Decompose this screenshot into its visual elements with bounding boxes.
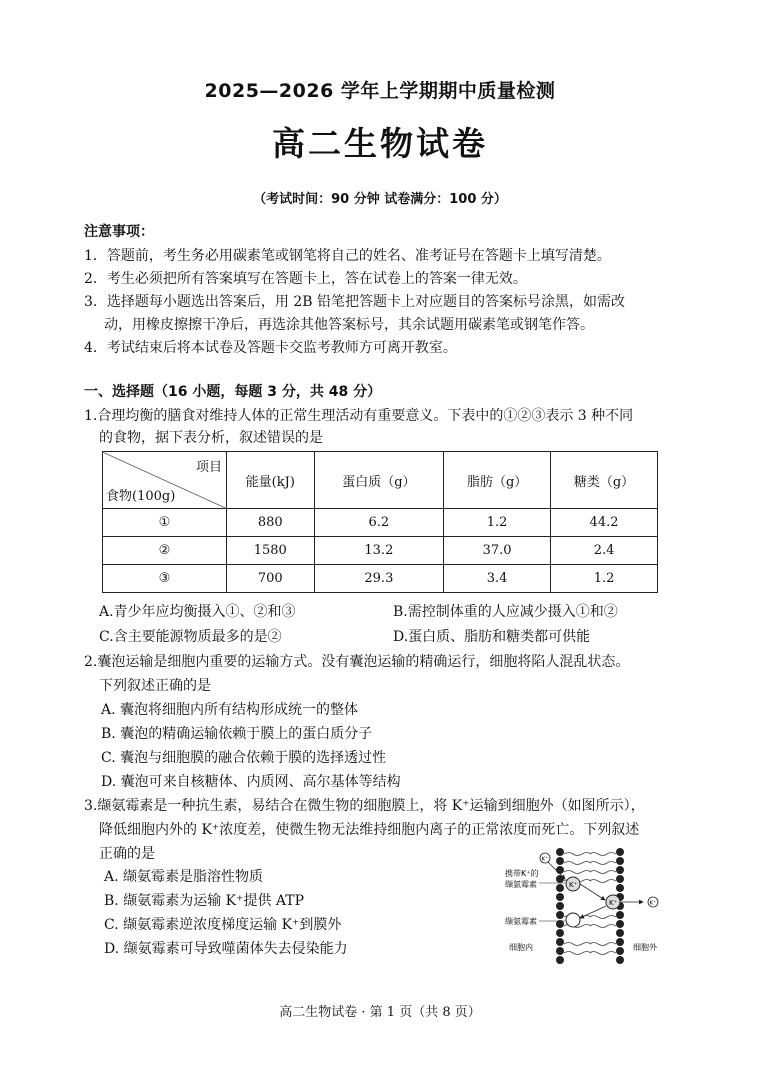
exam-info: （考试时间：90 分钟 试卷满分：100 分） <box>253 192 507 207</box>
page-footer: 高二生物试卷 · 第 1 页（共 8 页） <box>279 1005 481 1020</box>
food-cell: ③ <box>103 565 227 593</box>
ion-outside-label: K⁺ <box>649 900 657 907</box>
note-item-3: 3．选择题每小题选出答案后，用 2B 铅笔把答题卡上对应题目的答案标号涂黑，如需改 <box>84 294 626 310</box>
table-cell: 700 <box>227 565 315 593</box>
membrane-transport-figure <box>503 846 678 966</box>
carrier-outer-ion-label: K⁺ <box>609 899 618 907</box>
table-row <box>103 509 658 537</box>
carrier-label-line2: 缬氨霉素 <box>505 880 537 889</box>
free-valinomycin <box>566 913 580 927</box>
table-cell: 880 <box>227 509 315 537</box>
corner-top-label: 项目 <box>195 460 222 475</box>
q1-stem-line1: 1.合理均衡的膳食对维持人体的正常生理活动有重要意义。下表中的①②③表示 3 种不同 <box>84 408 634 424</box>
q3-stem-line1: 3.缬氨霉素是一种抗生素，易结合在微生物的细胞膜上，将 K⁺运输到细胞外（如图所示）， <box>84 798 645 814</box>
carrier-ion-label: K⁺ <box>569 881 578 889</box>
q1-stem-line2: 的食物，据下表分析，叙述错误的是 <box>99 430 323 446</box>
table-cell: 6.2 <box>314 509 444 537</box>
note-item-1: 1．答题前，考生务必用碳素笔或钢笔将自己的姓名、准考证号在答题卡上填写清楚。 <box>84 248 611 264</box>
note-item-3-cont: 动，用橡皮擦擦干净后，再选涂其他答案标号，其余试题用碳素笔或钢笔作答。 <box>104 317 594 333</box>
membrane-left-heads <box>556 848 564 964</box>
column-header-energy: 能量(kJ) <box>227 452 315 509</box>
nutrition-table <box>102 451 658 593</box>
q2-option-b: B. 囊泡的精确运输依赖于膜上的蛋白质分子 <box>101 726 373 742</box>
carrier-label-line1: 携带K⁺的 <box>505 869 539 878</box>
table-corner-cell <box>103 452 227 509</box>
inside-label: 细胞内 <box>509 943 533 952</box>
table-cell: 1.2 <box>551 565 658 593</box>
food-cell: ① <box>103 509 227 537</box>
q2-stem-line1: 2.囊泡运输是细胞内重要的运输方式。没有囊泡运输的精确运行，细胞将陷人混乱状态。 <box>84 654 630 670</box>
q2-stem-line2: 下列叙述正确的是 <box>99 678 211 694</box>
column-header-protein: 蛋白质（g） <box>314 452 444 509</box>
q1-option-d: D.蛋白质、脂肪和糖类都可供能 <box>393 629 591 645</box>
q3-stem-line3: 正确的是 <box>99 846 155 862</box>
exam-title: 2025—2026 学年上学期期中质量检测 <box>204 80 556 102</box>
table-cell: 1580 <box>227 537 315 565</box>
q2-option-a: A. 囊泡将细胞内所有结构形成统一的整体 <box>101 702 359 718</box>
transport-arrow <box>580 884 605 900</box>
note-item-2: 2．考生必须把所有答案填写在答题卡上，答在试卷上的答案一律无效。 <box>84 271 527 287</box>
table-cell: 29.3 <box>314 565 444 593</box>
column-header-sugar: 糖类（g） <box>551 452 658 509</box>
q1-option-b: B.需控制体重的人应减少摄入①和② <box>393 604 618 620</box>
q2-option-d: D. 囊泡可来自核糖体、内质网、高尔基体等结构 <box>101 774 401 790</box>
table-row <box>103 537 658 565</box>
corner-bottom-label: 食物(100g) <box>106 489 176 504</box>
section-heading <box>84 382 381 402</box>
food-cell: ② <box>103 537 227 565</box>
table-cell: 44.2 <box>551 509 658 537</box>
q3-option-a: A. 缬氨霉素是脂溶性物质 <box>104 869 264 885</box>
table-cell: 13.2 <box>314 537 444 565</box>
q3-option-c: C. 缬氨霉素逆浓度梯度运输 K⁺到膜外 <box>104 917 342 933</box>
table-header-row <box>103 452 658 509</box>
table-cell: 3.4 <box>444 565 551 593</box>
section-heading-text: 一、选择题（16 小题，每题 3 分，共 48 分） <box>84 384 382 400</box>
note-item-4: 4．考试结束后将本试卷及答题卡交监考教师方可离开教室。 <box>84 340 457 356</box>
column-header-fat: 脂肪（g） <box>444 452 551 509</box>
notes-heading: 注意事项： <box>84 224 154 240</box>
table-row <box>103 565 658 593</box>
paper-title: 高二生物试卷 <box>272 124 488 163</box>
q3-option-b: B. 缬氨霉素为运输 K⁺提供 ATP <box>104 893 305 909</box>
table-cell: 37.0 <box>444 537 551 565</box>
valinomycin-label: 缬氨霉素 <box>505 917 537 926</box>
q1-option-c: C.含主要能源物质最多的是② <box>99 629 282 645</box>
q1-option-a: A.青少年应均衡摄入①、②和③ <box>99 604 296 620</box>
q3-option-d: D. 缬氨霉素可导致噬菌体失去侵染能力 <box>104 941 348 957</box>
return-arrow <box>580 906 606 918</box>
table-cell: 1.2 <box>444 509 551 537</box>
table-cell: 2.4 <box>551 537 658 565</box>
ion-inside-label: K⁺ <box>541 856 549 863</box>
q3-stem-line2: 降低细胞内外的 K⁺浓度差，使微生物无法维持细胞内离子的正常浓度而死亡。下列叙述 <box>99 822 640 838</box>
q2-option-c: C. 囊泡与细胞膜的融合依赖于膜的选择透过性 <box>101 750 387 766</box>
outside-label: 细胞外 <box>633 943 657 952</box>
